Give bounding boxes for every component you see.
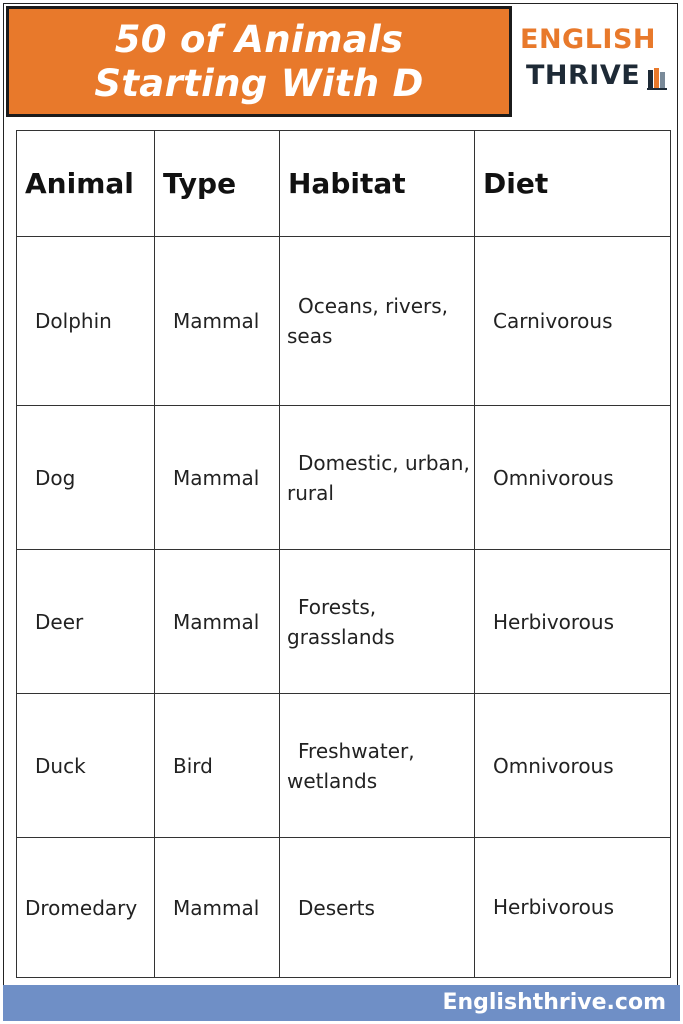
- table-row: [17, 237, 671, 406]
- title-line-1: 50 of Animals: [114, 17, 404, 61]
- cell-animal: Dog: [17, 406, 155, 550]
- title-banner: [6, 6, 512, 117]
- animals-table: [16, 130, 671, 978]
- cell-habitat: Oceans, rivers, seas: [280, 237, 475, 406]
- cell-diet: Carnivorous: [475, 237, 671, 406]
- cell-type: Mammal: [155, 838, 280, 978]
- cell-animal: Dolphin: [17, 237, 155, 406]
- cell-diet: Omnivorous: [475, 694, 671, 838]
- header-diet: Diet: [475, 131, 671, 237]
- cell-diet: Herbivorous: [475, 838, 671, 978]
- table-row: [17, 406, 671, 550]
- table-row: [17, 550, 671, 694]
- cell-habitat: Forests, grasslands: [280, 550, 475, 694]
- cell-type: Mammal: [155, 406, 280, 550]
- logo-text-thrive: THRIVE: [526, 60, 641, 91]
- table-header-row: [17, 131, 671, 237]
- header-type: Type: [155, 131, 280, 237]
- cell-habitat: Domestic, urban, rural: [280, 406, 475, 550]
- title-line-2: Starting With D: [94, 61, 424, 105]
- cell-animal: Dromedary: [17, 838, 155, 978]
- cell-animal: Duck: [17, 694, 155, 838]
- english-thrive-logo: [516, 24, 676, 104]
- books-icon: [647, 66, 667, 90]
- cell-diet: Omnivorous: [475, 406, 671, 550]
- cell-type: Mammal: [155, 550, 280, 694]
- logo-text-english: ENGLISH: [520, 24, 656, 55]
- header-habitat: Habitat: [280, 131, 475, 237]
- footer-website: Englishthrive.com: [442, 990, 666, 1015]
- cell-habitat: Freshwater, wetlands: [280, 694, 475, 838]
- table-row: [17, 838, 671, 978]
- cell-animal: Deer: [17, 550, 155, 694]
- footer-bar: [3, 985, 680, 1021]
- header-animal: Animal: [17, 131, 155, 237]
- cell-type: Bird: [155, 694, 280, 838]
- cell-diet: Herbivorous: [475, 550, 671, 694]
- table-row: [17, 694, 671, 838]
- cell-type: Mammal: [155, 237, 280, 406]
- cell-habitat: Deserts: [280, 838, 475, 978]
